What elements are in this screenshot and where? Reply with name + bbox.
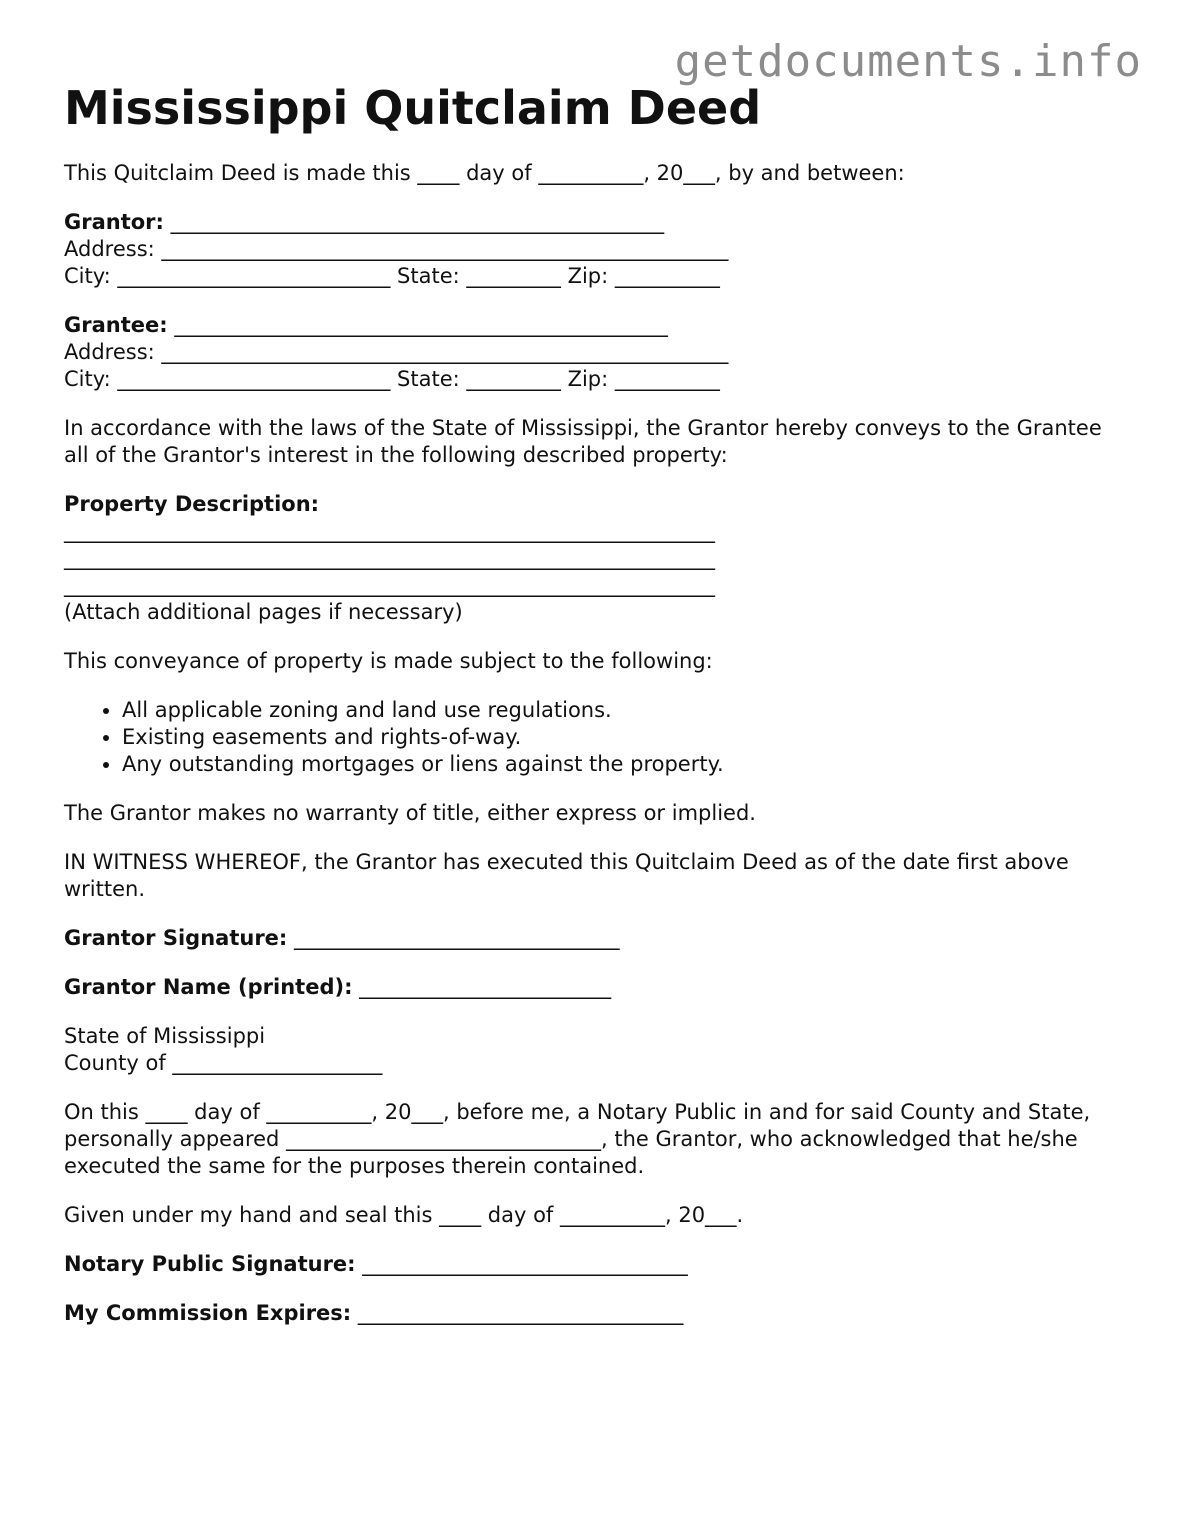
property-description-section: [64, 491, 1124, 626]
grantor-address-line: Address: ______________________________________________________: [64, 237, 729, 262]
conveyance-text: In accordance with the laws of the State of Mississippi, the Grantor hereby conveys to the Grantee all of the Grantor's interest in the following described property:: [64, 416, 1102, 468]
notary-signature-line: [64, 1251, 1124, 1278]
list-item: • Existing easements and rights-of-way.: [122, 724, 1124, 751]
grantor-printed-name-label: Grantor Name (printed):: [64, 975, 353, 1000]
grantee-name-line: [64, 312, 1124, 339]
subject-list: [64, 697, 1124, 778]
grantor-name-line: [64, 209, 1124, 236]
watermark: getdocuments.info: [674, 36, 1142, 87]
property-description-line: ______________________________________________________________: [64, 519, 715, 544]
property-description-line: ______________________________________________________________: [64, 573, 715, 598]
state-line: State of Mississippi: [64, 1024, 266, 1049]
subject-intro-text: This conveyance of property is made subject to the following:: [64, 649, 713, 674]
grantor-city-line: City: __________________________ State: _________ Zip: __________: [64, 264, 720, 289]
grantor-name-blank: _______________________________________________: [163, 210, 665, 235]
commission-expires-blank: _______________________________: [351, 1301, 684, 1326]
grantee-address-line: Address: ______________________________________________________: [64, 340, 729, 365]
grantor-signature-label: Grantor Signature:: [64, 926, 288, 951]
notary-signature-blank: _______________________________: [355, 1252, 688, 1277]
grantor-signature-line: [64, 925, 1124, 952]
document-page: [64, 80, 1124, 1349]
grantee-name-blank: _______________________________________________: [167, 313, 668, 338]
venue-section: [64, 1023, 1124, 1077]
commission-expires-line: [64, 1300, 1124, 1327]
property-description-label: Property Description:: [64, 492, 320, 517]
grantee-section: [64, 312, 1124, 393]
property-description-note: (Attach additional pages if necessary): [64, 600, 463, 625]
county-line: County of ____________________: [64, 1051, 383, 1076]
property-description-line: ______________________________________________________________: [64, 546, 715, 571]
notary-acknowledgment-text: On this ____ day of __________, 20___, before me, a Notary Public in and for said County and State, personally appeared ______________________________, the Grantor, who acknowledged that he/she executed the same for the purposes therein contained.: [64, 1100, 1091, 1179]
notary-signature-label: Notary Public Signature:: [64, 1252, 356, 1277]
grantee-city-line: City: __________________________ State: _________ Zip: __________: [64, 367, 720, 392]
list-item: • All applicable zoning and land use regulations.: [122, 697, 1124, 724]
document-title: Mississippi Quitclaim Deed: [64, 81, 762, 135]
intro-text: This Quitclaim Deed is made this ____ day of __________, 20___, by and between:: [64, 161, 905, 186]
grantor-printed-name-blank: ________________________: [352, 975, 612, 1000]
warranty-text: The Grantor makes no warranty of title, either express or implied.: [64, 801, 756, 826]
given-under-hand-text: Given under my hand and seal this ____ day of __________, 20___.: [64, 1203, 744, 1228]
grantor-label: Grantor:: [64, 210, 164, 235]
grantor-printed-name-line: [64, 974, 1124, 1001]
witness-text: IN WITNESS WHEREOF, the Grantor has executed this Quitclaim Deed as of the date first above written.: [64, 850, 1069, 902]
grantor-signature-blank: _______________________________: [287, 926, 620, 951]
list-item: • Any outstanding mortgages or liens against the property.: [122, 751, 1124, 778]
commission-expires-label: My Commission Expires:: [64, 1301, 352, 1326]
grantor-section: [64, 209, 1124, 290]
grantee-label: Grantee:: [64, 313, 168, 338]
